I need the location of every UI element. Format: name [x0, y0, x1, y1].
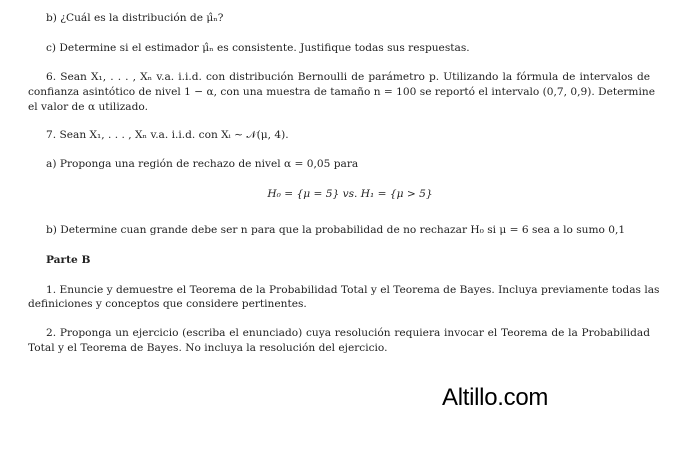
- hypothesis-formula: H₀ = {μ = 5} vs. H₁ = {μ > 5}: [267, 188, 433, 200]
- question-5c: c) Determine si el estimador μ̂ₙ es consistente. Justifique todas sus respuestas.: [46, 42, 470, 54]
- section-heading-parte-b: Parte B: [46, 254, 91, 266]
- question-7b: b) Determine cuan grande debe ser n para que la probabilidad de no rechazar H₀ si μ = 6 sea a lo sumo 0,1: [46, 224, 626, 236]
- part-b-question-1-line-2: definiciones y conceptos que considere pertinentes.: [28, 298, 307, 310]
- question-5b: b) ¿Cuál es la distribución de μ̂ₙ?: [46, 12, 224, 24]
- part-b-question-2-line-1: 2. Proponga un ejercicio (escriba el enunciado) cuya resolución requiera invocar el Teorema de la Probabilidad: [46, 327, 650, 339]
- question-7-intro: 7. Sean X₁, . . . , Xₙ v.a. i.i.d. con Xᵢ ∼ 𝒩(μ, 4).: [46, 129, 289, 141]
- question-6-line-2: confianza asintótico de nivel 1 − α, con una muestra de tamaño n = 100 se reportó el intervalo (0,7, 0,9). Determine: [28, 86, 655, 98]
- question-6-line-3: el valor de α utilizado.: [28, 101, 148, 113]
- watermark-logo: Altillo.com: [442, 384, 549, 411]
- part-b-question-1-line-1: 1. Enuncie y demuestre el Teorema de la Probabilidad Total y el Teorema de Bayes. Incluya previamente todas las: [46, 284, 660, 296]
- part-b-question-2-line-2: Total y el Teorema de Bayes. No incluya la resolución del ejercicio.: [28, 342, 388, 354]
- question-7a: a) Proponga una región de rechazo de nivel α = 0,05 para: [46, 158, 359, 170]
- question-6-line-1: 6. Sean X₁, . . . , Xₙ v.a. i.i.d. con distribución Bernoulli de parámetro p. Utilizando la fórmula de intervalos de: [46, 71, 650, 83]
